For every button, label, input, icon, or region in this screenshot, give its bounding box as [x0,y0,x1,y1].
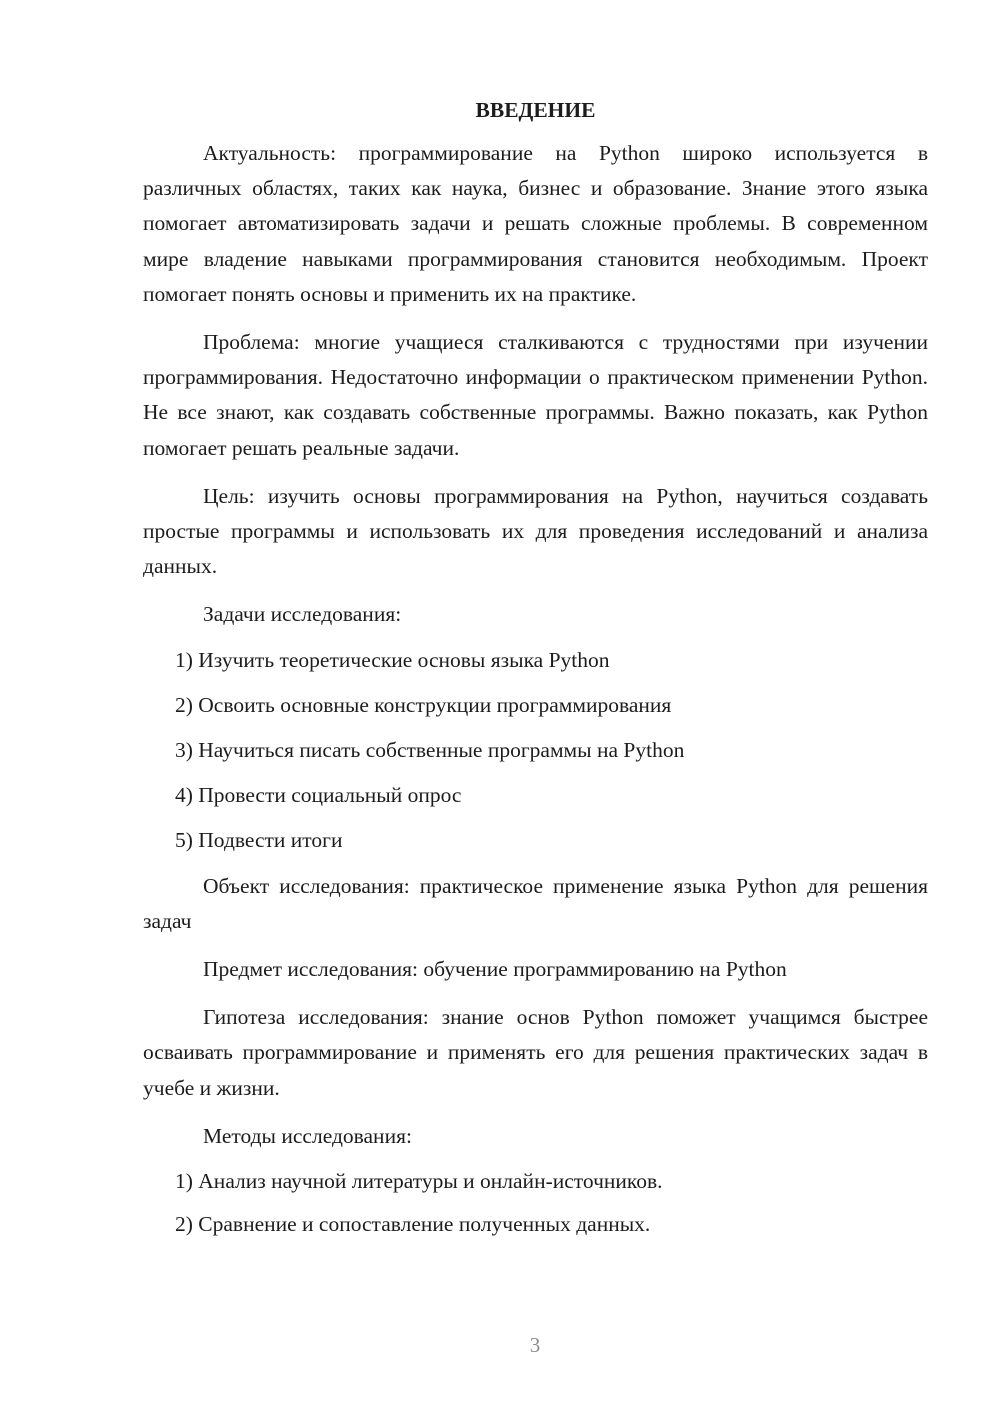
paragraph-problem: Проблема: многие учащиеся сталкиваются с трудностями при изучении программирования. Недостаточно информации о практическом применении Python. Не все знают, как создавать собственные программы. Важно показать, как Python помогает решать реальные задачи. [143,330,928,460]
paragraph-subject: Предмет исследования: обучение программированию на Python [203,957,787,982]
task-item-2: 2) Освоить основные конструкции программирования [175,692,672,717]
paragraph-relevance: Актуальность: программирование на Python широко используется в различных областях, таких как наука, бизнес и образование. Знание этого языка помогает автоматизировать задачи и решать сложные проблемы. В современном мире владение навыками программирования становится необходимым. Проект помогает понять основы и применить их на практике. [143,141,928,306]
task-item-1: 1) Изучить теоретические основы языка Python [175,647,610,672]
paragraph-hypothesis: Гипотеза исследования: знание основ Python поможет учащимся быстрее осваивать программирование и применять его для решения практических задач в учебе и жизни. [143,1005,928,1100]
page-content [143,95,928,1250]
paragraph-goal: Цель: изучить основы программирования на Python, научиться создавать простые программы и использовать их для проведения исследований и анализа данных. [143,483,928,579]
page-number: 3 [529,1333,541,1357]
tasks-list [143,643,928,859]
task-item-5: 5) Подвести итоги [175,828,343,853]
methods-label: Методы исследования: [203,1123,412,1148]
paragraph-object: Объект исследования: практическое применение языка Python для решения задач [143,873,928,933]
section-heading: ВВЕДЕНИЕ [475,98,596,122]
method-item-1: 1) Анализ научной литературы и онлайн-источников. [175,1169,663,1194]
method-item-2: 2) Сравнение и сопоставление полученных данных. [175,1212,651,1237]
tasks-label: Задачи исследования: [203,602,402,627]
task-item-4: 4) Провести социальный опрос [175,783,462,808]
methods-list [143,1164,928,1242]
task-item-3: 3) Научиться писать собственные программы на Python [175,738,685,763]
